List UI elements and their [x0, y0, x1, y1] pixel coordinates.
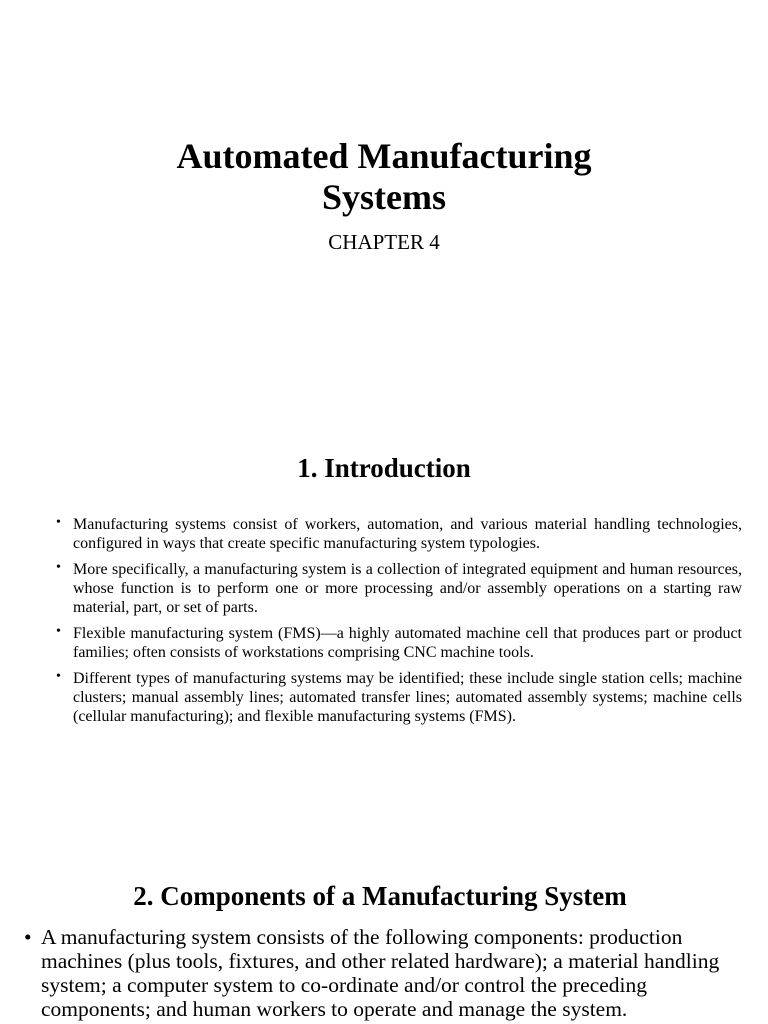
- bullet-icon: •: [56, 515, 61, 530]
- list-item: [56, 515, 742, 553]
- bullet-icon: •: [56, 560, 61, 575]
- components-bullet-list: [24, 925, 754, 1021]
- list-item-text: More specifically, a manufacturing system is a collection of integrated equipment and human resources, whose function is to perform one or more processing and/or assembly operations on a starting raw material, part, or set of parts.: [73, 561, 742, 616]
- list-item-text: Different types of manufacturing systems may be identified; these include single station cells; machine clusters; manual assembly lines; automated transfer lines; automated assembly systems; machine cells (cellular manufacturing); and flexible manufacturing systems (FMS).: [73, 670, 742, 725]
- list-item-text: A manufacturing system consists of the following components: production machines (plus tools, fixtures, and other related hardware); a material handling system; a computer system to co-ordinate and/or control the preceding components; and human workers to operate and manage the system.: [41, 925, 720, 1021]
- bullet-icon: •: [56, 624, 61, 639]
- list-item: [56, 669, 742, 726]
- chapter-label: CHAPTER 4: [328, 230, 440, 254]
- introduction-bullet-list: [56, 515, 742, 733]
- list-item: [56, 560, 742, 617]
- list-item: [56, 624, 742, 662]
- document-title: Automated Manufacturing Systems: [176, 136, 592, 217]
- list-item-text: Manufacturing systems consist of workers, automation, and various material handling technologies, configured in ways that create specific manufacturing system typologies.: [73, 516, 742, 552]
- title-block: [0, 136, 768, 254]
- section-heading-components: 2. Components of a Manufacturing System: [133, 881, 627, 911]
- list-item-text: Flexible manufacturing system (FMS)—a highly automated machine cell that produces part or product families; often consists of workstations comprising CNC machine tools.: [73, 625, 742, 661]
- bullet-icon: •: [24, 925, 32, 949]
- bullet-icon: •: [56, 669, 61, 684]
- list-item: [24, 925, 754, 1021]
- section-heading-introduction: 1. Introduction: [297, 453, 471, 483]
